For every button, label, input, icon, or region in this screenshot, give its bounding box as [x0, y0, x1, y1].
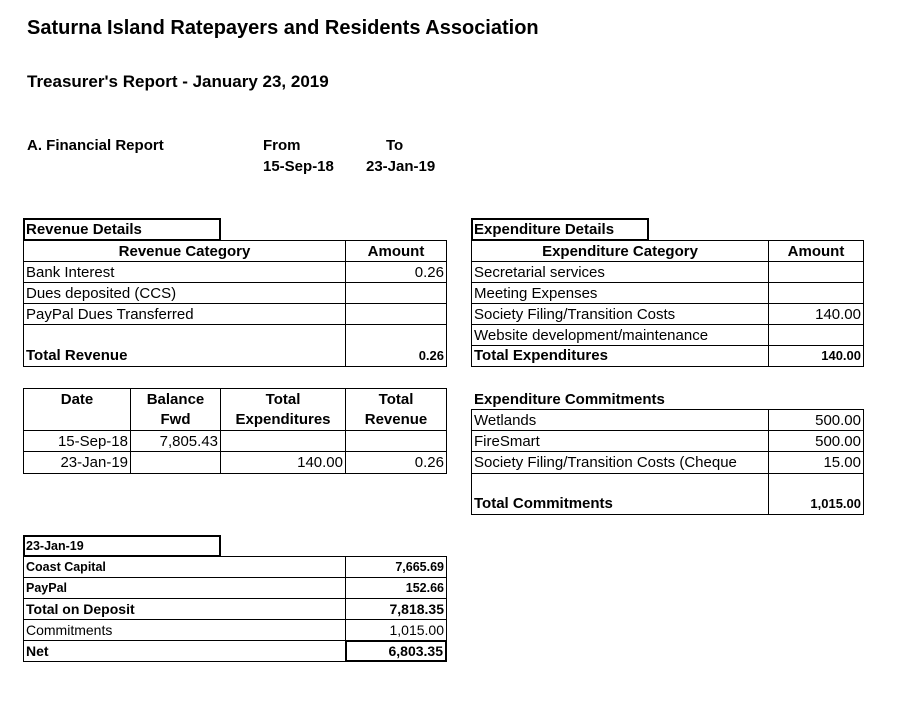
expenditure-row-category: Website development/maintenance	[474, 327, 709, 344]
revenue-row-amount: 0.26	[414, 264, 444, 281]
revenue-row-amount	[346, 304, 446, 325]
to-label: To	[386, 137, 404, 154]
deposit-row-amount: 1,015.00	[389, 622, 444, 638]
deposit-row-amount: 6,803.35	[388, 643, 443, 659]
from-date: 15-Sep-18	[263, 158, 334, 175]
deposit-row-amount: 7,818.35	[389, 601, 444, 617]
org-title: Saturna Island Ratepayers and Residents Association	[27, 17, 539, 39]
balance-row-balance	[131, 452, 220, 473]
balance-col-revenue: Total	[378, 391, 414, 408]
report-title: Treasurer's Report - January 23, 2019	[27, 72, 329, 91]
commitment-row-label: Society Filing/Transition Costs (Cheque	[474, 454, 737, 471]
commitments-total-amount: 1,015.00	[810, 496, 861, 511]
expenditure-total-amount: 140.00	[821, 348, 861, 363]
revenue-total-label: Total Revenue	[26, 347, 128, 364]
balance-col-revenue-2: Revenue	[364, 411, 428, 428]
balance-row-balance: 7,805.43	[159, 433, 218, 450]
commitment-row-label: FireSmart	[474, 433, 540, 450]
deposit-row-label: Total on Deposit	[26, 601, 135, 617]
expenditure-title: Expenditure Details	[474, 221, 615, 238]
deposit-row-label: Net	[26, 643, 49, 659]
deposit-row-label: PayPal	[26, 581, 68, 595]
expenditure-row-amount	[769, 325, 863, 346]
deposit-date: 23-Jan-19	[26, 539, 84, 553]
expenditure-row-amount	[769, 262, 863, 283]
revenue-title: Revenue Details	[26, 221, 142, 238]
commitments-title: Expenditure Commitments	[474, 391, 665, 408]
commitment-row-amount: 15.00	[823, 454, 861, 471]
balance-col-balance-2: Fwd	[160, 411, 191, 428]
expenditure-col-amount: Amount	[787, 243, 845, 260]
balance-row-date: 15-Sep-18	[57, 433, 128, 450]
expenditure-col-category: Expenditure Category	[542, 243, 698, 260]
expenditure-total-label: Total Expenditures	[474, 347, 608, 364]
deposit-row-amount: 7,665.69	[395, 560, 444, 574]
expenditure-row-category: Meeting Expenses	[474, 285, 598, 302]
revenue-col-amount: Amount	[367, 243, 425, 260]
balance-col-expenditures-2: Expenditures	[235, 411, 331, 428]
balance-row-expenditures: 140.00	[297, 454, 343, 471]
to-date: 23-Jan-19	[366, 158, 436, 175]
from-label: From	[263, 137, 301, 154]
revenue-row-category: PayPal Dues Transferred	[26, 306, 194, 323]
expenditure-row-amount	[769, 283, 863, 304]
revenue-row-category: Bank Interest	[26, 264, 115, 281]
commitment-row-amount: 500.00	[815, 412, 861, 429]
balance-row-date: 23-Jan-19	[60, 454, 128, 471]
balance-row-expenditures	[221, 431, 345, 452]
revenue-col-category: Revenue Category	[118, 243, 251, 260]
commitment-row-label: Wetlands	[474, 412, 537, 429]
commitment-row-amount: 500.00	[815, 433, 861, 450]
expenditure-row-amount: 140.00	[815, 306, 861, 323]
balance-col-date: Date	[60, 391, 94, 408]
balance-row-revenue	[346, 431, 446, 452]
expenditure-row-category: Society Filing/Transition Costs	[474, 306, 676, 323]
balance-row-revenue: 0.26	[414, 454, 444, 471]
section-a-label: A. Financial Report	[27, 137, 164, 154]
deposit-row-label: Coast Capital	[26, 560, 106, 574]
revenue-total-amount: 0.26	[418, 348, 444, 363]
deposit-row-label: Commitments	[26, 622, 113, 638]
balance-col-balance: Balance	[146, 391, 205, 408]
balance-col-expenditures: Total	[265, 391, 301, 408]
deposit-row-amount: 152.66	[405, 581, 444, 595]
revenue-row-amount	[346, 283, 446, 304]
revenue-row-category: Dues deposited (CCS)	[26, 285, 177, 302]
commitments-total-label: Total Commitments	[474, 495, 613, 512]
expenditure-row-category: Secretarial services	[474, 264, 605, 281]
